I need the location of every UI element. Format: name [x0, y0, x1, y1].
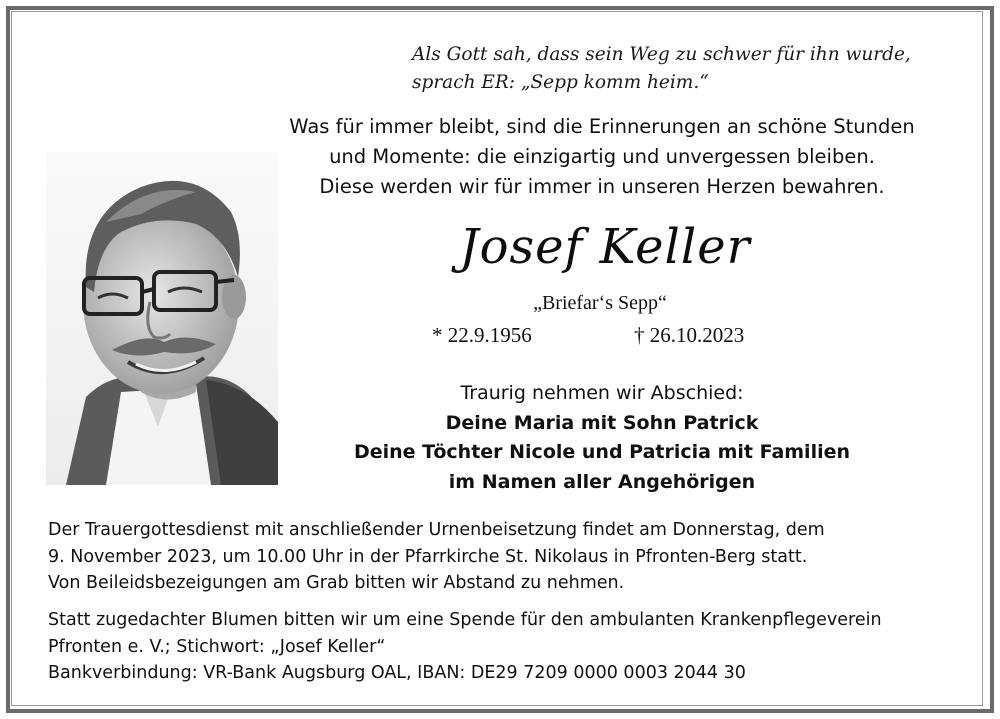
- birth-date: * 22.9.1956: [432, 323, 532, 347]
- mourners-block: [302, 379, 902, 497]
- mourners-line-3: im Namen aller Angehörigen: [448, 470, 756, 493]
- portrait-photo: [46, 152, 278, 485]
- memory-line-3: Diese werden wir für immer in unseren Herzen bewahren.: [319, 175, 885, 198]
- mourners-line-2: Deine Töchter Nicole und Patricia mit Familien: [353, 441, 851, 463]
- donation-line-2: Pfronten e. V.; Stichwort: „Josef Keller“: [48, 636, 386, 657]
- mourners-line-1: Deine Maria mit Sohn Patrick: [445, 411, 759, 434]
- mourners-intro: Traurig nehmen wir Abschied:: [460, 382, 744, 404]
- bank-details: Bankverbindung: VR-Bank Augsburg OAL, IBAN: DE29 7209 0000 0003 2044 30: [48, 663, 746, 683]
- death-date: † 26.10.2023: [634, 323, 745, 347]
- memory-line-1: Was für immer bleibt, sind die Erinnerungen an schöne Stunden: [289, 115, 915, 138]
- service-info: [48, 517, 968, 597]
- deceased-nickname: „Briefar‘s Sepp“: [533, 292, 667, 314]
- service-line-1: Der Trauergottesdienst mit anschließender Urnenbeisetzung findet am Donnerstag, dem: [48, 520, 825, 540]
- quote-line-1: Als Gott sah, dass sein Weg zu schwer für ihn wurde,: [412, 44, 911, 65]
- service-line-2: 9. November 2023, um 10.00 Uhr in der Pfarrkirche St. Nikolaus in Pfronten-Berg statt.: [48, 546, 808, 567]
- donation-info: [48, 607, 978, 687]
- memory-line-2: und Momente: die einzigartig und unvergessen bleiben.: [329, 145, 875, 168]
- service-line-3: Von Beileidsbezeigungen am Grab bitten wir Abstand zu nehmen.: [48, 573, 625, 593]
- memory-text: [262, 112, 942, 202]
- quote: [412, 41, 972, 97]
- deceased-name: Josef Keller: [459, 219, 751, 275]
- quote-line-2: sprach ER: „Sepp komm heim.“: [412, 72, 709, 93]
- donation-line-1: Statt zugedachter Blumen bitten wir um eine Spende für den ambulanten Krankenpflegeverein: [48, 610, 882, 630]
